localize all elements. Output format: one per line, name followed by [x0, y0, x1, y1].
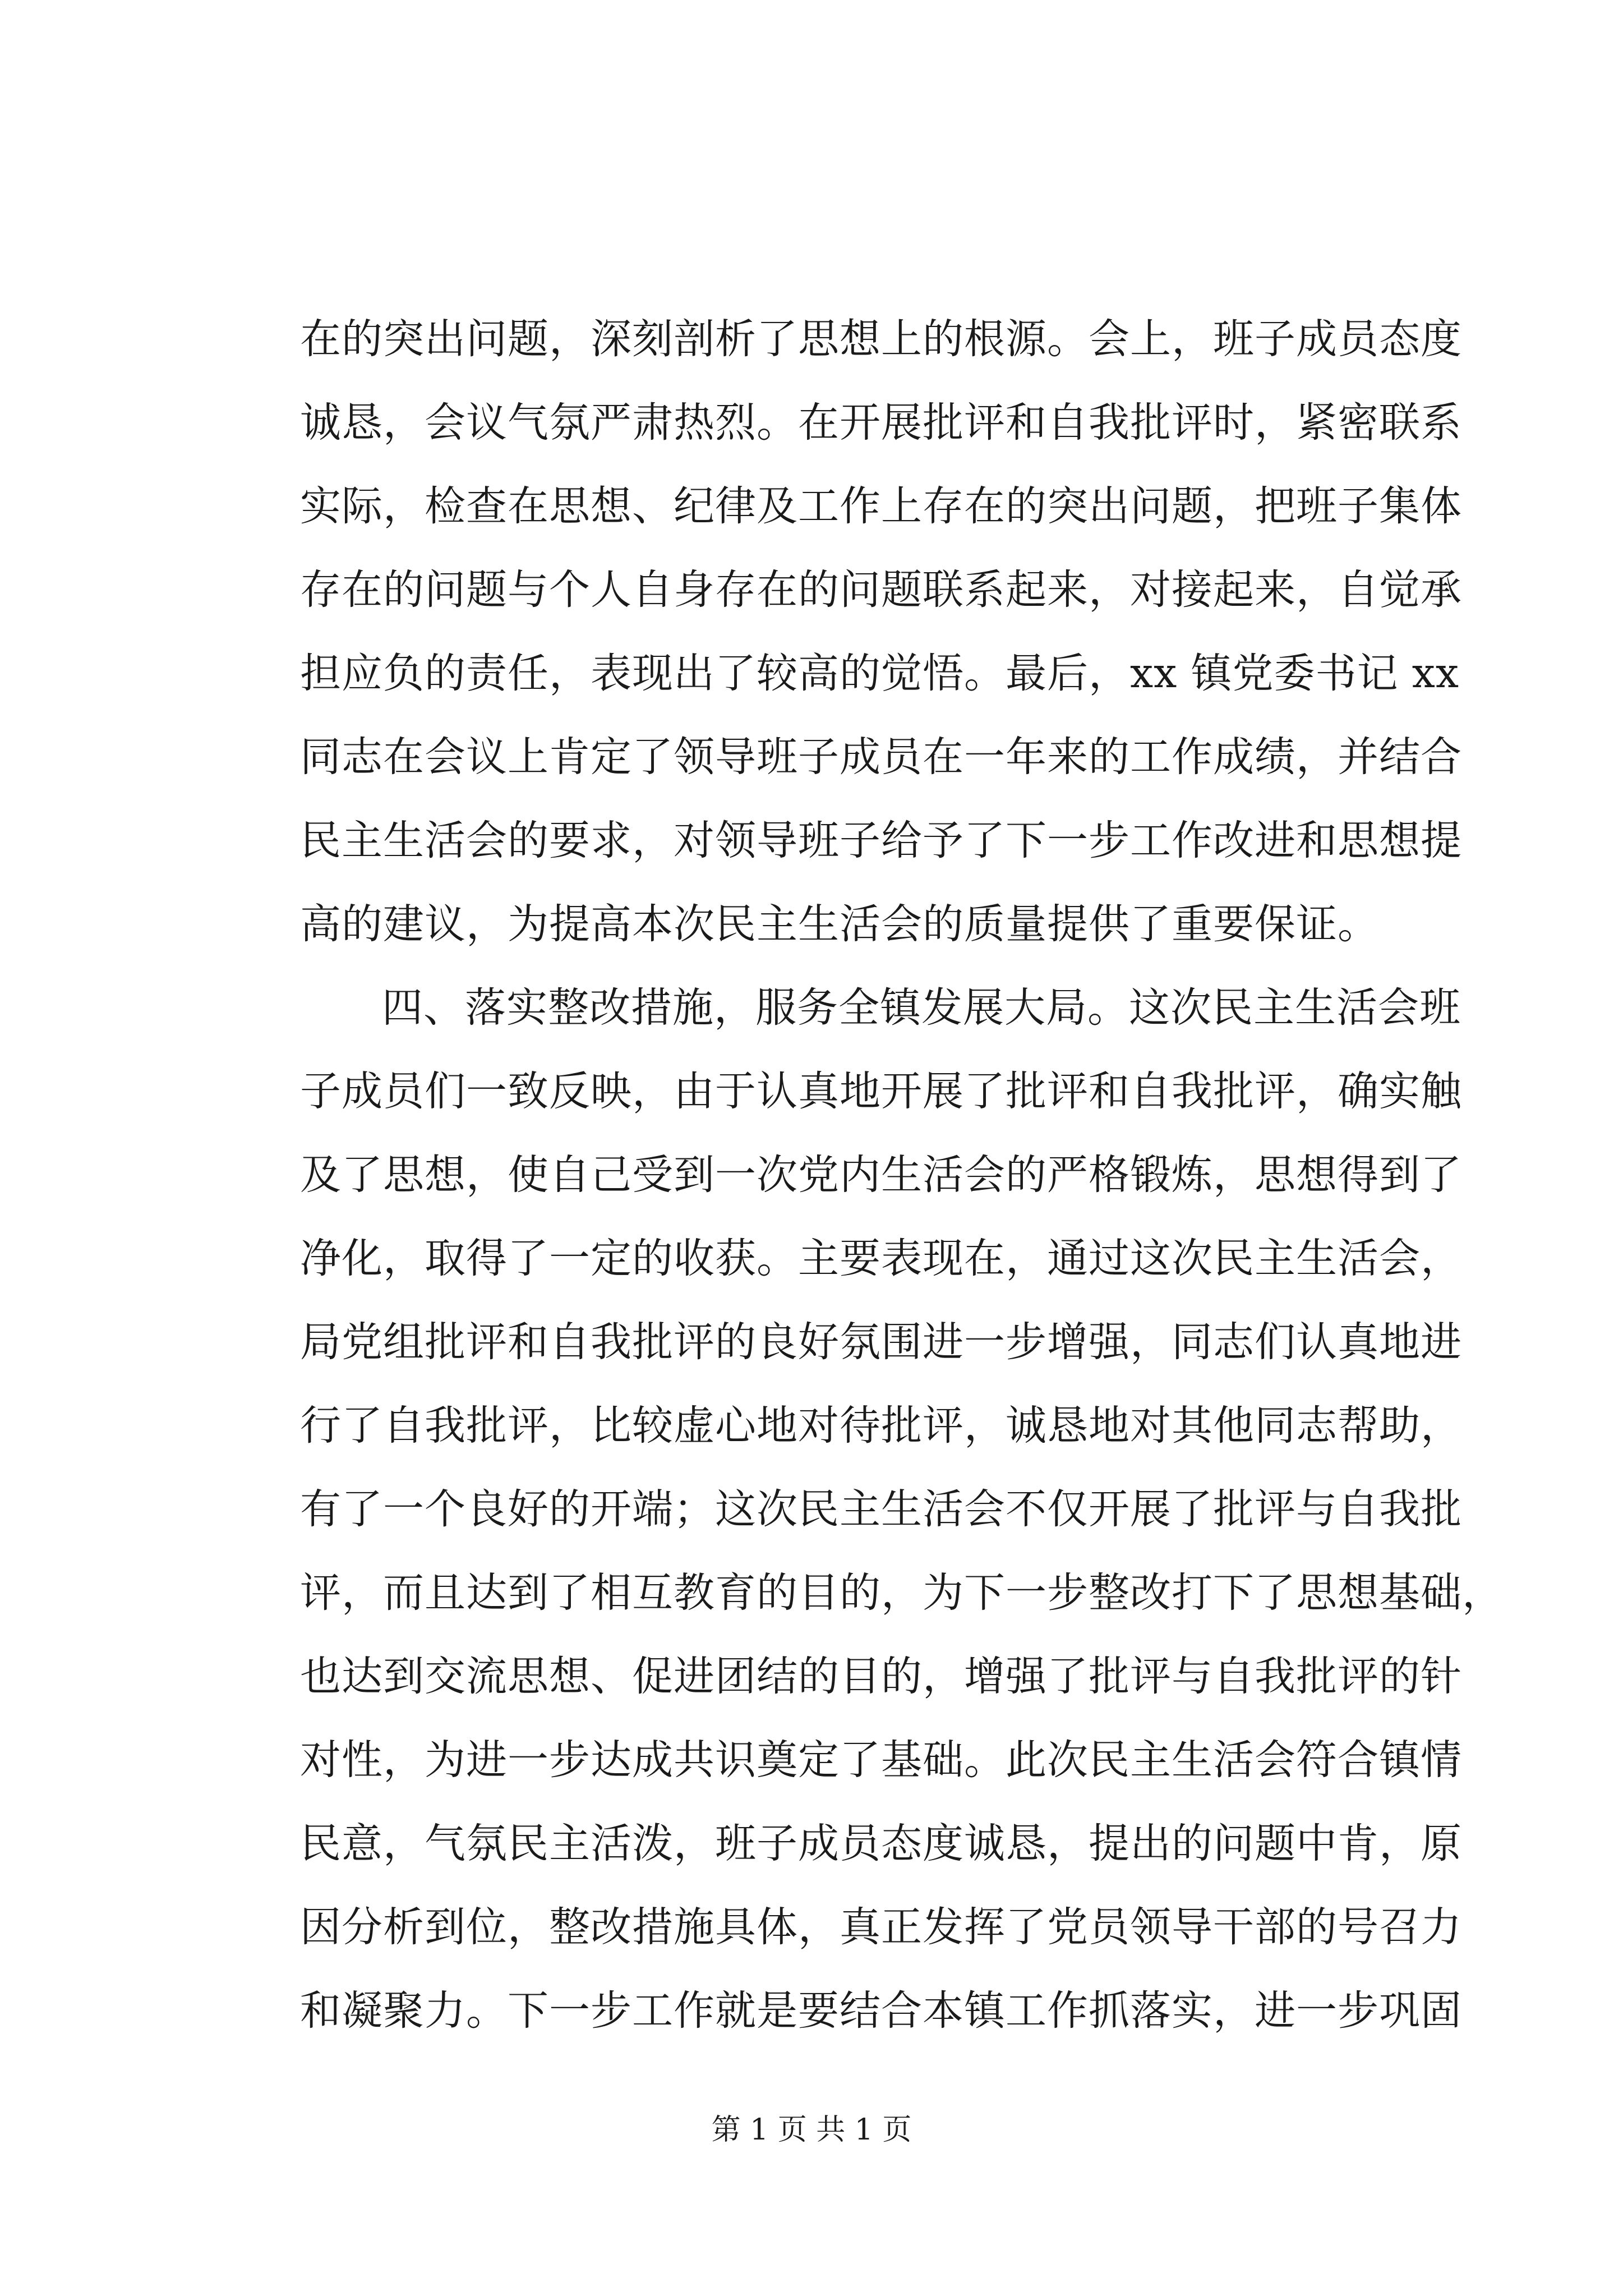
text-line-16: 评，而且达到了相互教育的目的，为下一步整改打下了思想基础，	[300, 1569, 1504, 1617]
text-line-10: 子成员们一致反映，由于认真地开展了批评和自我批评，确实触	[300, 1068, 1462, 1115]
text-line-3: 实际，检查在思想、纪律及工作上存在的突出问题，把班子集体	[300, 482, 1462, 530]
text-line-14: 行了自我批评，比较虚心地对待批评，诚恳地对其他同志帮助，	[300, 1402, 1462, 1450]
text-line-7: 民主生活会的要求，对领导班子给予了下一步工作改进和思想提	[300, 817, 1462, 864]
text-line-8: 高的建议，为提高本次民主生活会的质量提供了重要保证。	[300, 900, 1379, 948]
text-line-4: 存在的问题与个人自身存在的问题联系起来，对接起来，自觉承	[300, 566, 1462, 614]
text-line-2: 诚恳，会议气氛严肃热烈。在开展批评和自我批评时，紧密联系	[300, 399, 1462, 447]
text-line-11: 及了思想，使自己受到一次党内生活会的严格锻炼，思想得到了	[300, 1151, 1462, 1199]
text-line-19: 民意，气氛民主活泼，班子成员态度诚恳，提出的问题中肯，原	[300, 1820, 1462, 1867]
text-line-15: 有了一个良好的开端；这次民主生活会不仅开展了批评与自我批	[300, 1485, 1462, 1533]
text-line-5: 担应负的责任，表现出了较高的觉悟。最后，xx 镇党委书记 xx	[300, 650, 1460, 697]
paragraph-heading-line: 四、落实整改措施，服务全镇发展大局。这次民主生活会班	[382, 984, 1461, 1032]
text-line-12: 净化，取得了一定的收获。主要表现在，通过这次民主生活会，	[300, 1235, 1462, 1282]
document-body	[300, 297, 1504, 2053]
text-line-18: 对性，为进一步达成共识奠定了基础。此次民主生活会符合镇情	[300, 1736, 1462, 1784]
text-line-6: 同志在会议上肯定了领导班子成员在一年来的工作成绩，并结合	[300, 733, 1462, 781]
text-line-13: 局党组批评和自我批评的良好氛围进一步增强，同志们认真地进	[300, 1318, 1462, 1366]
text-line-1: 在的突出问题，深刻剖析了思想上的根源。会上，班子成员态度	[300, 315, 1462, 363]
page-footer: 第 1 页 共 1 页	[711, 2113, 912, 2147]
text-line-21: 和凝聚力。下一步工作就是要结合本镇工作抓落实，进一步巩固	[300, 1987, 1462, 2035]
text-line-20: 因分析到位，整改措施具体，真正发挥了党员领导干部的号召力	[300, 1903, 1462, 1951]
text-line-17: 也达到交流思想、促进团结的目的，增强了批评与自我批评的针	[300, 1653, 1462, 1700]
